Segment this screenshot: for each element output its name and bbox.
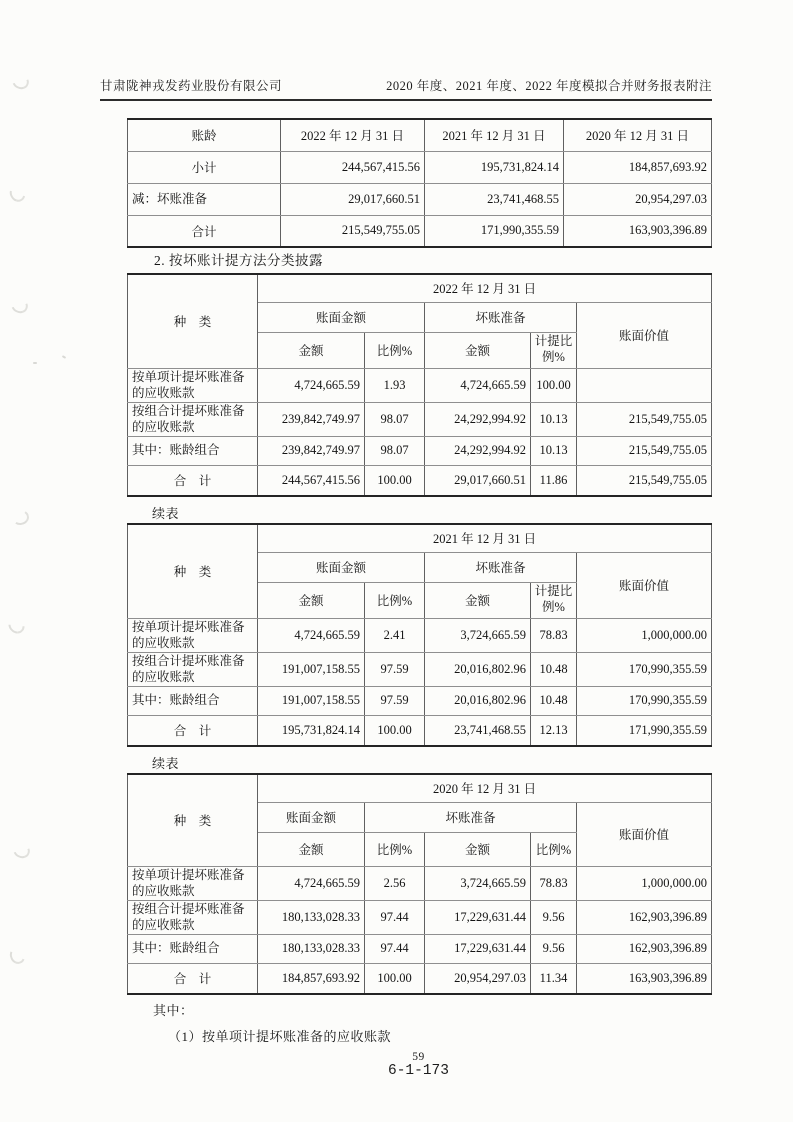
date-col-header: 2022 年 12 月 31 日 bbox=[281, 119, 425, 151]
page-header bbox=[100, 76, 712, 101]
table-row bbox=[128, 934, 712, 963]
ratio-cell: 97.44 bbox=[365, 900, 425, 934]
ratio-cell: 97.44 bbox=[365, 934, 425, 963]
table-row bbox=[128, 151, 712, 183]
amount-cell: 244,567,415.56 bbox=[258, 465, 365, 496]
bad-debt-ratio-cell: 10.48 bbox=[531, 652, 577, 686]
bad-debt-header-cell: 坏账准备 bbox=[365, 802, 577, 832]
book-value-cell: 162,903,396.89 bbox=[577, 934, 712, 963]
row-label: 其中：账龄组合 bbox=[128, 934, 258, 963]
book-value-cell: 162,903,396.89 bbox=[577, 900, 712, 934]
sub-header-cell: 计提比例% bbox=[531, 582, 577, 618]
amount-cell: 191,007,158.55 bbox=[258, 686, 365, 715]
bad-debt-ratio-cell: 9.56 bbox=[531, 900, 577, 934]
page-footer bbox=[22, 1051, 793, 1079]
bad-debt-ratio-cell: 10.13 bbox=[531, 402, 577, 436]
section-heading: 2. 按坏账计提方法分类披露 bbox=[154, 253, 323, 268]
sub-header-cell: 计提比例% bbox=[531, 332, 577, 368]
book-value-cell: 170,990,355.59 bbox=[577, 652, 712, 686]
value-cell: 184,857,693.92 bbox=[564, 151, 712, 183]
table-row bbox=[128, 436, 712, 465]
table-row bbox=[128, 963, 712, 994]
amount-cell: 195,731,824.14 bbox=[258, 715, 365, 746]
bad-debt-amount-cell: 3,724,665.59 bbox=[425, 618, 531, 652]
bad-debt-header-cell: 坏账准备 bbox=[425, 302, 577, 332]
row-label: 合 计 bbox=[128, 963, 258, 994]
bad-debt-ratio-cell: 11.34 bbox=[531, 963, 577, 994]
table-row bbox=[128, 686, 712, 715]
ratio-cell: 100.00 bbox=[365, 465, 425, 496]
bad-debt-amount-cell: 20,016,802.96 bbox=[425, 652, 531, 686]
note-item-1: （1）按单项计提坏账准备的应收账款 bbox=[168, 1029, 392, 1044]
book-value-cell: 163,903,396.89 bbox=[577, 963, 712, 994]
value-cell: 215,549,755.05 bbox=[281, 215, 425, 247]
scan-artifact bbox=[9, 295, 31, 316]
row-label: 合 计 bbox=[128, 465, 258, 496]
ratio-cell: 97.59 bbox=[365, 652, 425, 686]
value-cell: 244,567,415.56 bbox=[281, 151, 425, 183]
amount-cell: 4,724,665.59 bbox=[258, 866, 365, 900]
book-amount-header-cell: 账面金额 bbox=[258, 802, 365, 832]
report-title: 2020 年度、2021 年度、2022 年度模拟合并财务报表附注 bbox=[386, 79, 712, 93]
scan-artifact bbox=[11, 840, 33, 861]
ratio-cell: 97.59 bbox=[365, 686, 425, 715]
bad-debt-amount-cell: 24,292,994.92 bbox=[425, 402, 531, 436]
book-value-header-cell: 账面价值 bbox=[577, 302, 712, 368]
bad-debt-amount-cell: 17,229,631.44 bbox=[425, 934, 531, 963]
sub-header-cell: 金额 bbox=[425, 332, 531, 368]
amount-cell: 4,724,665.59 bbox=[258, 618, 365, 652]
bad-debt-ratio-cell: 12.13 bbox=[531, 715, 577, 746]
value-cell: 29,017,660.51 bbox=[281, 183, 425, 215]
book-value-cell: 215,549,755.05 bbox=[577, 402, 712, 436]
continued-table-label: 续表 bbox=[152, 756, 180, 771]
method-table-2021 bbox=[127, 523, 712, 747]
date-col-header: 2021 年 12 月 31 日 bbox=[425, 119, 564, 151]
row-label: 其中：账龄组合 bbox=[128, 686, 258, 715]
bad-debt-amount-cell: 23,741,468.55 bbox=[425, 715, 531, 746]
kind-header-cell: 种 类 bbox=[128, 274, 258, 368]
sub-header-cell: 比例% bbox=[365, 832, 425, 866]
row-label: 按单项计提坏账准备的应收账款 bbox=[128, 618, 258, 652]
note-among-label: 其中： bbox=[153, 1003, 194, 1018]
row-label: 减：坏账准备 bbox=[128, 183, 281, 215]
table-row bbox=[128, 652, 712, 686]
bad-debt-ratio-cell: 10.13 bbox=[531, 436, 577, 465]
amount-cell: 4,724,665.59 bbox=[258, 368, 365, 402]
book-value-header-cell: 账面价值 bbox=[577, 552, 712, 618]
amount-cell: 191,007,158.55 bbox=[258, 652, 365, 686]
scan-artifact bbox=[8, 945, 28, 966]
sub-header-cell: 金额 bbox=[425, 832, 531, 866]
amount-cell: 239,842,749.97 bbox=[258, 402, 365, 436]
book-value-cell: 215,549,755.05 bbox=[577, 465, 712, 496]
value-cell: 163,903,396.89 bbox=[564, 215, 712, 247]
row-label: 按组合计提坏账准备的应收账款 bbox=[128, 402, 258, 436]
scan-artifact bbox=[10, 71, 32, 92]
book-amount-header-cell: 账面金额 bbox=[258, 552, 425, 582]
book-amount-header-cell: 账面金额 bbox=[258, 302, 425, 332]
ratio-cell: 1.93 bbox=[365, 368, 425, 402]
value-cell: 20,954,297.03 bbox=[564, 183, 712, 215]
continued-table-label: 续表 bbox=[152, 506, 180, 521]
table-row bbox=[128, 715, 712, 746]
sub-header-cell: 金额 bbox=[425, 582, 531, 618]
amount-cell: 180,133,028.33 bbox=[258, 900, 365, 934]
book-value-cell: 171,990,355.59 bbox=[577, 715, 712, 746]
value-cell: 195,731,824.14 bbox=[425, 151, 564, 183]
table-row bbox=[128, 465, 712, 496]
bad-debt-amount-cell: 20,016,802.96 bbox=[425, 686, 531, 715]
bad-debt-amount-cell: 4,724,665.59 bbox=[425, 368, 531, 402]
date-header-cell: 2021 年 12 月 31 日 bbox=[258, 524, 712, 552]
amount-cell: 180,133,028.33 bbox=[258, 934, 365, 963]
bad-debt-ratio-cell: 10.48 bbox=[531, 686, 577, 715]
book-value-cell: 1,000,000.00 bbox=[577, 866, 712, 900]
scan-artifact bbox=[33, 362, 37, 364]
scan-artifact bbox=[7, 182, 28, 204]
bad-debt-ratio-cell: 11.86 bbox=[531, 465, 577, 496]
book-value-header-cell: 账面价值 bbox=[577, 802, 712, 866]
doc-page-number: 6-1-173 bbox=[388, 1063, 449, 1079]
bad-debt-ratio-cell: 9.56 bbox=[531, 934, 577, 963]
bad-debt-amount-cell: 17,229,631.44 bbox=[425, 900, 531, 934]
book-value-cell: 1,000,000.00 bbox=[577, 618, 712, 652]
ratio-cell: 2.41 bbox=[365, 618, 425, 652]
value-cell: 171,990,355.59 bbox=[425, 215, 564, 247]
scan-artifact bbox=[11, 509, 30, 527]
sub-header-cell: 金额 bbox=[258, 582, 365, 618]
date-header-cell: 2020 年 12 月 31 日 bbox=[258, 774, 712, 802]
book-value-cell bbox=[577, 368, 712, 402]
value-cell: 23,741,468.55 bbox=[425, 183, 564, 215]
sub-header-cell: 金额 bbox=[258, 832, 365, 866]
table-row bbox=[128, 183, 712, 215]
sub-header-cell: 比例% bbox=[365, 582, 425, 618]
bad-debt-amount-cell: 20,954,297.03 bbox=[425, 963, 531, 994]
row-label: 按单项计提坏账准备的应收账款 bbox=[128, 368, 258, 402]
aging-summary-table bbox=[127, 118, 712, 248]
kind-header-cell: 种 类 bbox=[128, 774, 258, 866]
sub-header-cell: 金额 bbox=[258, 332, 365, 368]
bad-debt-amount-cell: 3,724,665.59 bbox=[425, 866, 531, 900]
method-table-2022 bbox=[127, 273, 712, 497]
date-header-cell: 2022 年 12 月 31 日 bbox=[258, 274, 712, 302]
table-row bbox=[128, 368, 712, 402]
row-label: 其中：账龄组合 bbox=[128, 436, 258, 465]
scan-artifact bbox=[5, 614, 28, 637]
bad-debt-amount-cell: 29,017,660.51 bbox=[425, 465, 531, 496]
row-label: 合 计 bbox=[128, 715, 258, 746]
table-row bbox=[128, 618, 712, 652]
row-label: 按单项计提坏账准备的应收账款 bbox=[128, 866, 258, 900]
amount-cell: 239,842,749.97 bbox=[258, 436, 365, 465]
date-col-header: 2020 年 12 月 31 日 bbox=[564, 119, 712, 151]
row-label: 小计 bbox=[128, 151, 281, 183]
book-value-cell: 170,990,355.59 bbox=[577, 686, 712, 715]
company-name: 甘肃陇神戎发药业股份有限公司 bbox=[100, 79, 283, 93]
bad-debt-ratio-cell: 78.83 bbox=[531, 866, 577, 900]
table-row bbox=[128, 215, 712, 247]
page-number: 59 bbox=[412, 1051, 425, 1063]
aging-col-header: 账龄 bbox=[128, 119, 281, 151]
bad-debt-header-cell: 坏账准备 bbox=[425, 552, 577, 582]
ratio-cell: 98.07 bbox=[365, 436, 425, 465]
ratio-cell: 100.00 bbox=[365, 963, 425, 994]
amount-cell: 184,857,693.92 bbox=[258, 963, 365, 994]
bad-debt-ratio-cell: 100.00 bbox=[531, 368, 577, 402]
book-value-cell: 215,549,755.05 bbox=[577, 436, 712, 465]
table-row bbox=[128, 866, 712, 900]
bad-debt-ratio-cell: 78.83 bbox=[531, 618, 577, 652]
bad-debt-amount-cell: 24,292,994.92 bbox=[425, 436, 531, 465]
method-table-2020 bbox=[127, 773, 712, 995]
ratio-cell: 100.00 bbox=[365, 715, 425, 746]
sub-header-cell: 比例% bbox=[365, 332, 425, 368]
table-row bbox=[128, 900, 712, 934]
row-label: 合计 bbox=[128, 215, 281, 247]
scan-artifact bbox=[62, 355, 66, 359]
sub-header-cell: 比例% bbox=[531, 832, 577, 866]
row-label: 按组合计提坏账准备的应收账款 bbox=[128, 652, 258, 686]
kind-header-cell: 种 类 bbox=[128, 524, 258, 618]
row-label: 按组合计提坏账准备的应收账款 bbox=[128, 900, 258, 934]
ratio-cell: 98.07 bbox=[365, 402, 425, 436]
table-row bbox=[128, 402, 712, 436]
ratio-cell: 2.56 bbox=[365, 866, 425, 900]
